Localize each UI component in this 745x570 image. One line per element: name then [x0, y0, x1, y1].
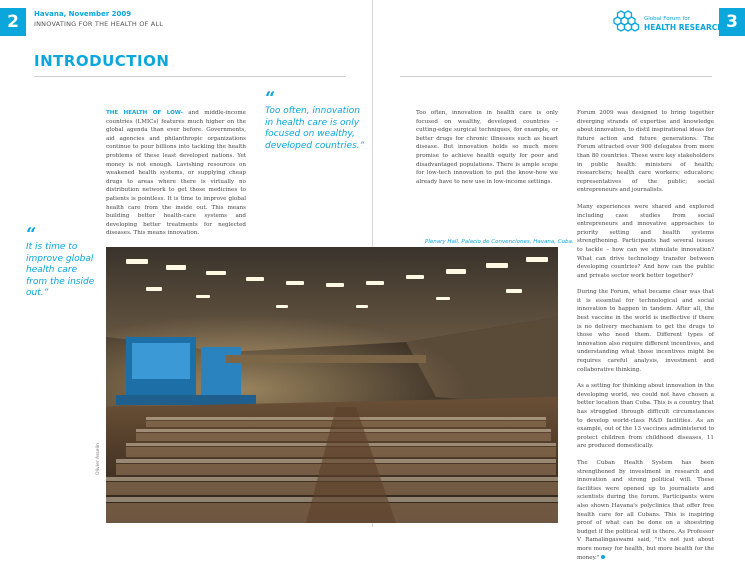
section-title: INTRODUCTION — [34, 52, 170, 70]
logo-line2: HEALTH RESEARCH — [644, 22, 724, 32]
end-mark-icon — [601, 555, 605, 559]
intro-column — [106, 109, 246, 246]
col4-paragraph-4: As a setting for thinking about innovation in the developing world, we could not have chosen a better location than Cuba. This is a country that has struggled through difficult circumstances to develop world-class R&D facilities. As an example, out of the 13 vaccines administered to protect children from childhood diseases, 11 are produced domestically. — [577, 383, 714, 450]
column-three-paragraph: Too often, innovation in health care is only focused on wealthy, developed countries - cutting-edge surgical techniques, for example, or better drugs for chronic illnesses such as heart disease. But innovation holds so much more promise to achieve health equity for poor and disadvantaged populations. There is ample scope for low-tech innovation to put the know-how we already have to new use in low-income settings. — [416, 110, 558, 185]
page-number-right: 3 — [719, 8, 745, 36]
plenary-hall-photo — [106, 247, 558, 523]
page-number-left: 2 — [0, 8, 26, 36]
col4-paragraph-1: Forum 2009 was designed to bring together diverging strands of expertise and knowledge about innovation, to distil inspirational ideas for future action and future generations. The Forum attracted over 900 delegates from more than 80 countries. These were key stakeholders in public health: ministers of health; researchers; health care workers; educators; representatives of the public; social entrepreneurs and journalists. — [577, 110, 714, 194]
column-four — [577, 109, 714, 570]
conference-hall-illustration — [106, 247, 558, 523]
pull-quote-1-text: Too often, innovation in health care is only focused on wealthy, developed countries.” — [265, 106, 365, 151]
pull-quote-1 — [265, 88, 365, 152]
col4-paragraph-2: Many experiences were shared and explored including case studies from social entrepreneurs and innovative approaches to priority setting and health systems strengthening. Participants had several issues to tackle – how can we stimulate innovation? What can drive technology transfer between developing countries? And how can the public and private sector work better together? — [577, 203, 714, 279]
lead-in: THE HEALTH OF LOW- — [106, 110, 183, 116]
intro-paragraph: and middle-income countries (LMICs) features much higher on the global agenda than ever before. Governments, aid agencies and philanthropic organizations continue to pour billions into tackling the health problems of these least developed nations. Yet money is not enough. Lavishing resources on weakened health systems, or supplying cheap drugs to areas where there is virtually no distribution network to get those medicines to patients is pointless. It is time to improve global health care from the inside out. This means building better health-care systems and developing better treatments for neglected diseases. This means innovation. — [106, 110, 246, 237]
col4-paragraph-5: The Cuban Health System has been strengthened by investment in research and innovation and strong political will. These facilities were opened up to journalists and scientists during the forum. Participants were also shown Havana's polyclinics that offer free health care for all Cubans. This is inspiring proof of what can be done on a shoestring budget if the political will is there. As Professor V Ramalingaswami said, "it's not just about more money for health, but more health for the money." — [577, 459, 714, 561]
pull-quote-2-text: It is time to improve global health care from the inside out.” — [26, 242, 95, 298]
rule-left — [34, 76, 346, 77]
column-three — [416, 109, 558, 194]
quote-mark-icon: “ — [26, 224, 37, 245]
photo-caption: Plenary Hall, Palacio de Convenciones, Havana, Cuba. — [425, 239, 574, 245]
col4-paragraph-3: During the Forum, what became clear was that it is essential for technological and social innovation to happen in tandem. After all, the best vaccine in the world is ineffective if there is no delivery mechanism to get the drugs to those who need them. Different types of innovation also require different incentives, and understanding what those incentives might be requires careful analysis, investment and collaborative thinking. — [577, 289, 714, 373]
pull-quote-2 — [26, 224, 96, 300]
running-header — [34, 10, 163, 28]
hexagon-cluster-icon — [612, 8, 642, 38]
header-location: Havana, November 2009 — [34, 10, 132, 18]
quote-mark-icon: “ — [265, 88, 276, 109]
forum-logo — [612, 8, 724, 38]
rule-right — [400, 76, 712, 77]
logo-line1: Global Forum for — [644, 16, 691, 22]
photo-credit: Olivier Asselin — [96, 443, 101, 475]
header-subtitle: INNOVATING FOR THE HEALTH OF ALL — [34, 20, 164, 28]
